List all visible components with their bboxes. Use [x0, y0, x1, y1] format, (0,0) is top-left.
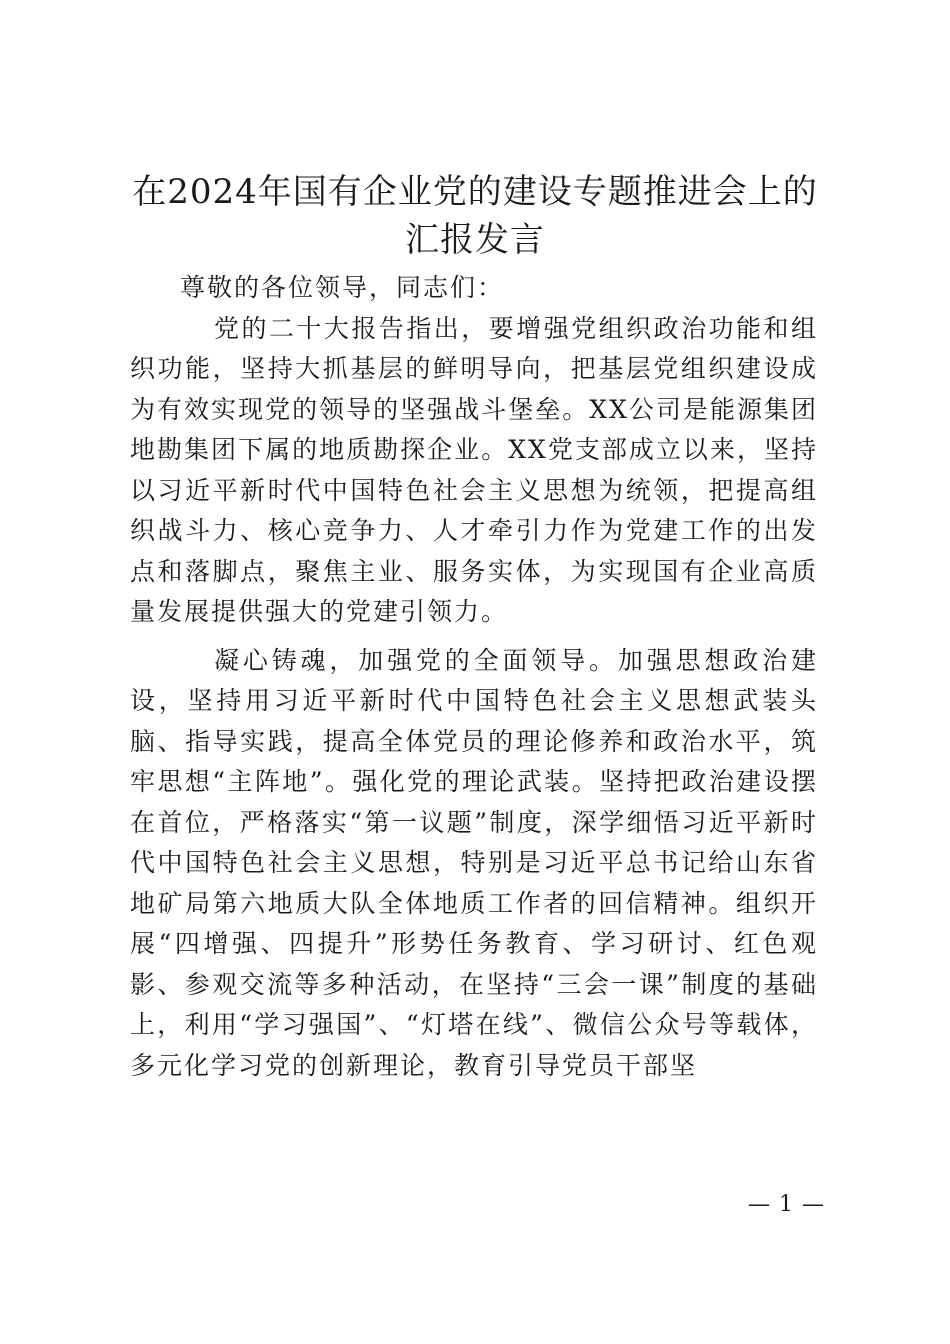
- salutation: 尊敬的各位领导，同志们：: [180, 273, 505, 302]
- paragraph-2: 凝心铸魂，加强党的全面领导。加强思想政治建设，坚持用习近平新时代中国特色社会主义思想武装头脑、指导实践，提高全体党员的理论修养和政治水平，筑牢思想“主阵地”。强化党的理论武装。坚持把政治建设摆在首位，严格落实“第一议题”制度，深学细悟习近平新时代中国特色社会主义思想，特别是习近平总书记给山东省地矿局第六地质大队全体地质工作者的回信精神。组织开展“四增强、四提升”形势任务教育、学习研讨、红色观影、参观交流等多种活动，在坚持“三会一课”制度的基础上，利用“学习强国”、“灯塔在线”、微信公众号等载体，多元化学习党的创新理论，教育引导党员干部坚: [130, 645, 818, 1080]
- document-title: 在2024年国有企业党的建设专题推进会上的汇报发言: [132, 172, 818, 260]
- paragraph-1: 党的二十大报告指出，要增强党组织政治功能和组织功能，坚持大抓基层的鲜明导向，把基层党组织建设成为有效实现党的领导的坚强战斗堡垒。XX公司是能源集团地勘集团下属的地质勘探企业。XX党支部成立以来，坚持以习近平新时代中国特色社会主义思想为统领，把提高组织战斗力、核心竞争力、人才牵引力作为党建工作的出发点和落脚点，聚焦主业、服务实体，为实现国有企业高质量发展提供强大的党建引领力。: [130, 313, 818, 626]
- document-body: [130, 268, 818, 1094]
- page-number: — 1 —: [748, 1192, 825, 1217]
